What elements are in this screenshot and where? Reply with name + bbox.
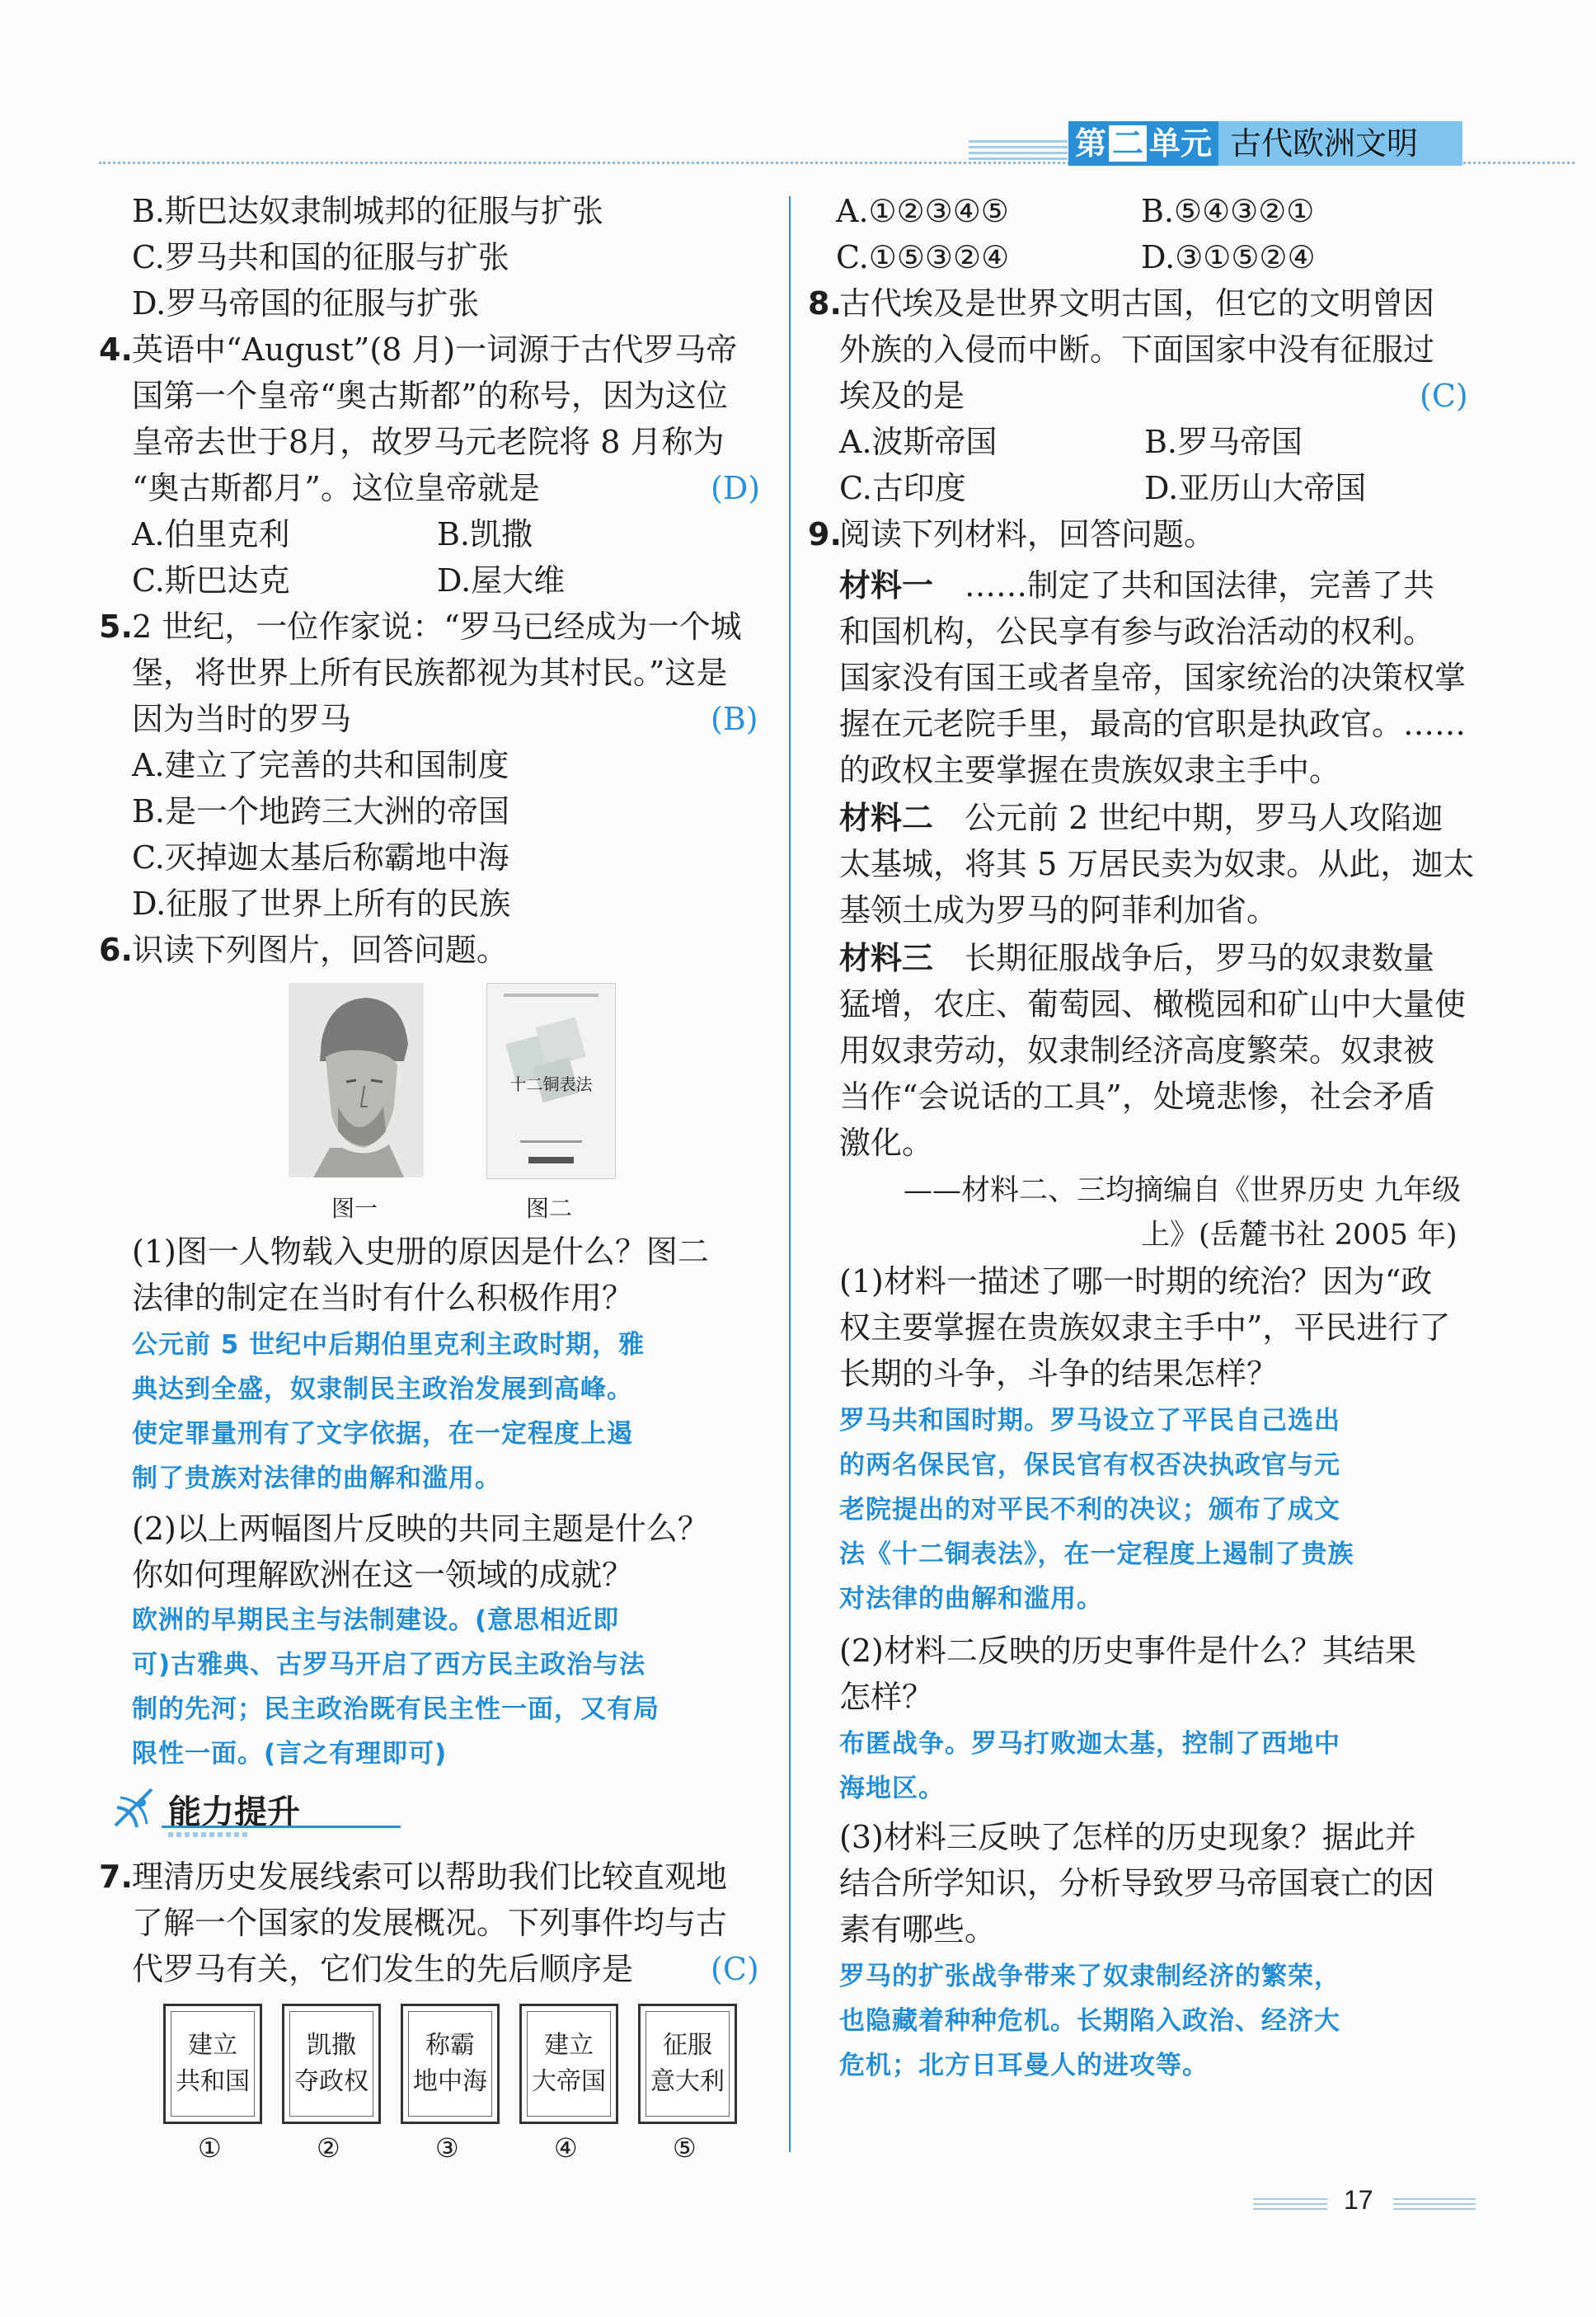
q9-answer3-line: 危机；北方日耳曼人的进攻等。 [839,2051,1209,2080]
material-3-label: 材料三 [839,940,934,976]
column-divider [789,196,791,2152]
q6-answer2-line: 制的先河；民主政治既有民主性一面，又有局 [132,1694,660,1724]
q9-sub1: 长期的斗争，斗争的结果怎样？ [839,1356,1279,1392]
q7-answer: (C) [711,1951,759,1987]
q9-sub3: (3)材料三反映了怎样的历史现象？据此并 [839,1819,1416,1855]
event-box-4: 建立 大帝国 [519,2004,618,2124]
q9-answer3-line: 也隐藏着种种危机。长期陷入政治、经济大 [839,2006,1340,2036]
q6-sub1: (1)图一人物载入史册的原因是什么？图二 [132,1234,709,1270]
q3-option-d: D.罗马帝国的征服与扩张 [132,285,480,322]
q7-line: 代罗马有关，它们发生的先后顺序是 [132,1951,634,1987]
q8-option: A.波斯帝国 [839,424,998,460]
event-label-3: ③ [435,2132,459,2164]
unit-badge: 第 二 单元 [1068,121,1218,166]
q9-sub1: 权主要掌握在贵族奴隶主手中”，平民进行了 [839,1309,1451,1346]
event-box-5: 征服 意大利 [638,2004,737,2124]
q4-option: A.伯里克利 [132,516,290,552]
q3-option-c: C.罗马共和国的征服与扩张 [132,239,509,275]
q6-sub1: 法律的制定在当时有什么积极作用？ [132,1280,634,1316]
q6-sub2: 你如何理解欧洲在这一领域的成就？ [132,1557,634,1593]
pericles-bust-image [289,983,424,1177]
q4-option: D.屋大维 [437,562,566,599]
q9-sub3: 素有哪些。 [839,1911,997,1948]
q6-answer1-line: 使定罪量刑有了文字依据，在一定程度上遏 [132,1419,633,1449]
q9-sub1: (1)材料一描述了哪一时期的统治？因为“政 [839,1263,1433,1299]
material-3-line: 当作“会说话的工具”，处境悲惨，社会矛盾 [839,1079,1435,1115]
page-number: 17 [1344,2185,1373,2215]
footer-lines-right [1393,2198,1476,2210]
q9-sub2: 怎样？ [839,1679,934,1715]
book-title: 十二铜表法 [509,1074,593,1094]
q4-line: “奥古斯都月”。这位皇帝就是 [132,470,540,506]
q8-line: 埃及的是 [839,378,965,414]
satellite-icon [109,1783,162,1839]
q5-line: 堡，将世界上所有民族都视为其村民。”这是 [132,655,728,691]
material-1-line: 国家没有国王或者皇帝，国家统治的决策权掌 [839,660,1467,696]
twelve-tables-book-image [486,983,616,1179]
q6-answer2-line: 欧洲的早期民主与法制建设。(意思相近即 [132,1605,620,1635]
material-1-line: 握在元老院手里，最高的官职是执政官。…… [839,706,1467,742]
q6-answer1-line: 公元前 5 世纪中后期伯里克利主政时期，雅 [132,1330,645,1360]
q9-sub2: (2)材料二反映的历史事件是什么？其结果 [839,1633,1416,1669]
q8-answer: (C) [1420,378,1468,414]
material-2-line: 太基城，将其 5 万居民卖为奴隶。从此，迦太 [839,846,1475,882]
section-dots [168,1832,251,1837]
q5-answer: (B) [711,701,758,737]
q8-number: 8. [808,285,842,322]
section-title: 能力提升 [168,1793,300,1831]
q9-sub3: 结合所学知识，分析导致罗马帝国衰亡的因 [839,1865,1435,1901]
q9-stem: 阅读下列材料，回答问题。 [839,516,1216,552]
q4-option: B.凯撒 [437,516,533,552]
q6-sub2: (2)以上两幅图片反映的共同主题是什么？ [132,1511,709,1547]
source-line: ——材料二、三均摘编自《世界历史 九年级 [904,1174,1462,1207]
q8-line: 古代埃及是世界文明古国，但它的文明曾因 [839,285,1435,322]
q6-answer1-line: 典达到全盛，奴隶制民主政治发展到高峰。 [132,1375,633,1404]
q4-line: 皇帝去世于8月，故罗马元老院将 8 月称为 [132,424,725,460]
material-2-label: 材料二 [839,800,934,836]
q9-answer3-line: 罗马的扩张战争带来了奴隶制经济的繁荣， [839,1962,1340,1991]
q6-answer1-line: 制了贵族对法律的曲解和滥用。 [132,1464,501,1493]
event-label-4: ④ [554,2132,578,2164]
q6-answer2-line: 可)古雅典、古罗马开启了西方民主政治与法 [132,1650,646,1680]
q8-option: B.罗马帝国 [1144,424,1303,460]
material-1-line: ……制定了共和国法律，完善了共 [965,567,1435,604]
q8-option: D.亚历山大帝国 [1144,470,1367,506]
event-box-3: 称霸 地中海 [401,2004,500,2124]
material-3-line: 猛增，农庄、葡萄园、橄榄园和矿山中大量使 [839,986,1467,1022]
q5-line: 2 世纪，一位作家说：“罗马已经成为一个城 [132,609,742,645]
q7-line: 理清历史发展线索可以帮助我们比较直观地 [132,1859,728,1895]
material-3-line: 用奴隶劳动，奴隶制经济高度繁荣。奴隶被 [839,1032,1435,1069]
q5-number: 5. [99,609,133,645]
q9-answer1-line: 法《十二铜表法》，在一定程度上遏制了贵族 [839,1539,1354,1569]
material-1-line: 和国机构，公民享有参与政治活动的权利。 [839,613,1435,650]
q5-option: D.征服了世界上所有的民族 [132,886,511,922]
q5-option: B.是一个地跨三大洲的帝国 [132,793,510,830]
material-3-line: 激化。 [839,1125,934,1161]
unit-title: 古代欧洲文明 [1218,121,1462,166]
q4-option: C.斯巴达克 [132,562,290,599]
q9-answer2-line: 海地区。 [839,1774,945,1803]
material-3-line: 长期征服战争后，罗马的奴隶数量 [965,940,1435,976]
event-box-2: 凯撒 夺政权 [282,2004,381,2124]
event-label-5: ⑤ [673,2132,697,2164]
q4-line: 国第一个皇帝“奥古斯都”的称号，因为这位 [132,378,728,414]
event-label-2: ② [317,2132,340,2164]
event-box-1: 建立 共和国 [163,2004,262,2124]
q9-answer1-line: 对法律的曲解和滥用。 [839,1584,1103,1614]
q5-line: 因为当时的罗马 [132,701,352,737]
q7-option: B.⑤④③②① [1141,193,1315,229]
material-2-line: 基领土成为罗马的阿菲利加省。 [839,892,1279,928]
q7-option: A.①②③④⑤ [836,193,1009,229]
figure-2-caption: 图二 [526,1195,573,1222]
q9-number: 9. [808,516,842,552]
q4-answer: (D) [711,470,761,506]
q8-line: 外族的入侵而中断。下面国家中没有征服过 [839,331,1435,368]
figure-1-caption: 图一 [331,1195,378,1222]
unit-header [1068,120,1462,167]
source-line: 上》(岳麓书社 2005 年) [1141,1219,1458,1252]
q7-option: C.①⑤③②④ [836,239,1010,275]
q8-option: C.古印度 [839,470,966,506]
q5-option: C.灭掉迦太基后称霸地中海 [132,839,509,876]
q7-option: D.③①⑤②④ [1141,239,1316,275]
footer-lines-left [1253,2198,1327,2210]
q4-number: 4. [99,331,133,368]
material-1-label: 材料一 [839,567,934,604]
q6-answer2-line: 限性一面。(言之有理即可) [132,1739,448,1769]
q3-option-b: B.斯巴达奴隶制城邦的征服与扩张 [132,193,604,229]
q7-number: 7. [99,1859,133,1895]
q6-number: 6. [99,932,133,968]
q4-line: 英语中“August”(8 月)一词源于古代罗马帝 [132,331,738,368]
material-1-line: 的政权主要掌握在贵族奴隶主手中。 [839,752,1341,788]
material-2-line: 公元前 2 世纪中期，罗马人攻陷迦 [965,800,1443,836]
q9-answer2-line: 布匿战争。罗马打败迦太基，控制了西地中 [839,1729,1340,1759]
q9-answer1-line: 罗马共和国时期。罗马设立了平民自己选出 [839,1406,1340,1436]
q5-option: A.建立了完善的共和国制度 [132,747,509,783]
header-stripes [969,140,1068,162]
section-underline [162,1826,401,1828]
q6-stem: 识读下列图片，回答问题。 [132,932,509,968]
event-label-1: ① [198,2132,222,2164]
q9-answer1-line: 的两名保民官，保民官有权否决执政官与元 [839,1450,1340,1480]
q9-answer1-line: 老院提出的对平民不利的决议；颁布了成文 [839,1495,1340,1525]
q7-line: 了解一个国家的发展概况。下列事件均与古 [132,1905,728,1941]
